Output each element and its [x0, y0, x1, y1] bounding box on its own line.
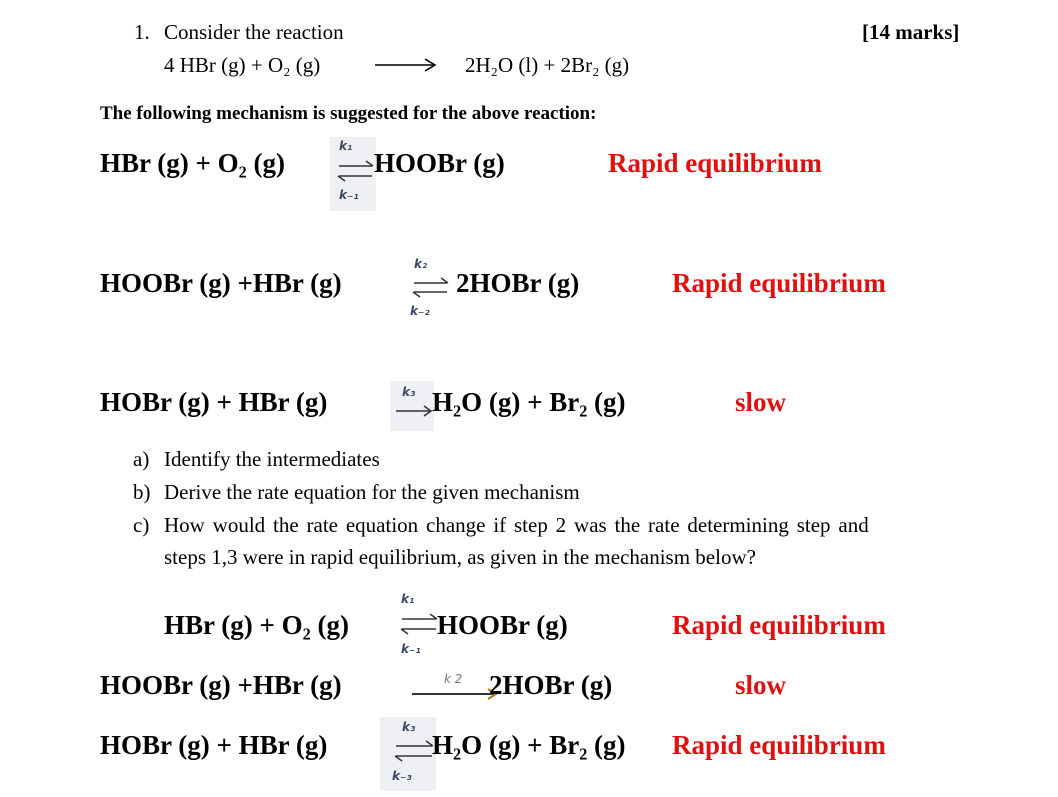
part-c-text: How would the rate equation change if step 2 was the rate determining step and [164, 513, 869, 537]
mech2-step3-arrow [380, 717, 436, 791]
overall-reaction-arrow [373, 56, 441, 74]
mech1-step3-arrow [390, 381, 434, 431]
mech1-step1-left: HBr (g) + O₂ (g) [100, 148, 285, 178]
mech2-step3-right: H₂O (g) + Br₂ (g) [432, 730, 626, 760]
k-reverse-label: k₋₂ [410, 304, 430, 318]
mech2-step1-left: HBr (g) + O₂ (g) [164, 610, 349, 640]
part-a-letter: a) [133, 447, 150, 471]
part-a-text: Identify the intermediates [164, 447, 380, 471]
mech2-step2-label: slow [735, 670, 787, 700]
mech1-step2-right: 2HOBr (g) [456, 268, 580, 298]
mech2-step2-right: 2HOBr (g) [489, 670, 613, 700]
forward-arrow-icon [390, 381, 434, 431]
mech1-step1-label: Rapid equilibrium [608, 148, 822, 178]
mech2-step1-arrow [393, 589, 439, 663]
k-reverse-label: k₋₁ [339, 188, 359, 202]
mech1-step1-right: HOOBr (g) [374, 148, 505, 178]
part-c-text-line2: steps 1,3 were in rapid equilibrium, as given in the mechanism below? [164, 545, 756, 569]
mechanism-intro: The following mechanism is suggested for the above reaction: [100, 103, 597, 124]
mech1-step3-right: H₂O (g) + Br₂ (g) [432, 387, 626, 417]
mech2-step1-label: Rapid equilibrium [672, 610, 886, 640]
overall-reaction-right: 2H₂O (l) + 2Br₂ (g) [465, 53, 630, 77]
question-intro: Consider the reaction [164, 20, 344, 44]
part-c-letter: c) [133, 513, 150, 537]
mech2-step1-right: HOOBr (g) [437, 610, 568, 640]
mech2-step3-label: Rapid equilibrium [672, 730, 886, 760]
marks-label: [14 marks] [862, 20, 960, 44]
part-b-text: Derive the rate equation for the given mechanism [164, 480, 580, 504]
mech1-step1-arrow [330, 137, 376, 211]
mech1-step3-left: HOBr (g) + HBr (g) [100, 387, 328, 417]
k-forward-label: k₁ [401, 592, 415, 606]
mech1-step2-left: HOOBr (g) +HBr (g) [100, 268, 342, 298]
overall-reaction-left: 4 HBr (g) + O₂ (g) [164, 53, 321, 77]
mech2-step2-arrow [408, 670, 500, 706]
mech1-step2-label: Rapid equilibrium [672, 268, 886, 298]
mech2-step2-left: HOOBr (g) +HBr (g) [100, 670, 342, 700]
question-number: 1. [134, 20, 150, 44]
mech1-step3-label: slow [735, 387, 787, 417]
forward-arrow-icon [408, 670, 500, 706]
k-forward-label: k₃ [402, 720, 416, 734]
k-forward-label: k₂ [414, 257, 428, 271]
mech1-step2-arrow [404, 254, 450, 326]
mech2-step3-left: HOBr (g) + HBr (g) [100, 730, 328, 760]
part-b-letter: b) [133, 480, 151, 504]
k-forward-label: k₃ [402, 385, 416, 399]
k-reverse-label: k₋₃ [392, 769, 412, 783]
k-forward-label: k 2 [444, 672, 463, 686]
k-reverse-label: k₋₁ [401, 642, 421, 656]
k-forward-label: k₁ [339, 139, 353, 153]
